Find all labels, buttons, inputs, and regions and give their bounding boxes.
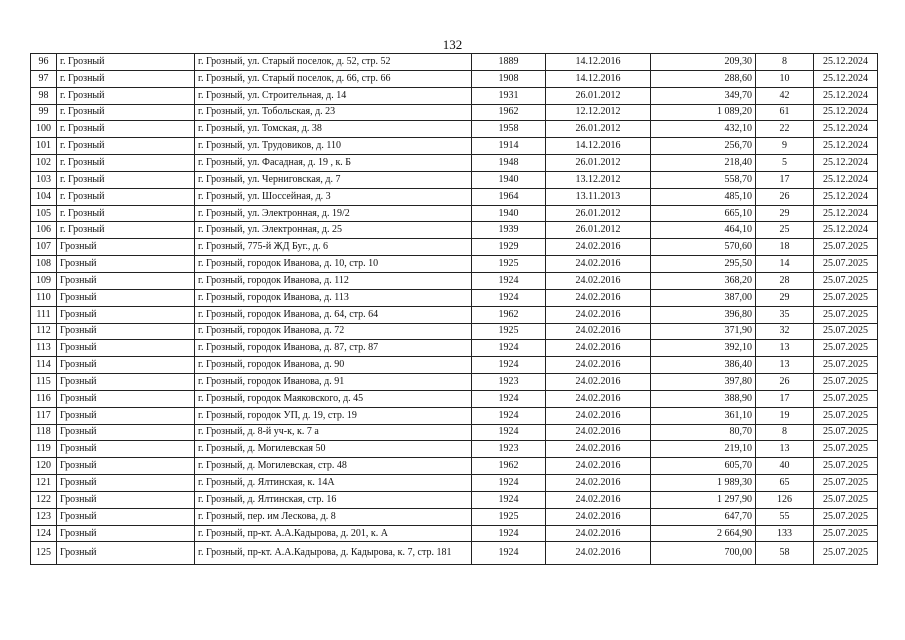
deadline-cell: 25.12.2024: [814, 205, 878, 222]
residents-cell: 13: [756, 441, 814, 458]
deadline-cell: 25.12.2024: [814, 54, 878, 71]
area-cell: 209,30: [651, 54, 756, 71]
deadline-cell: 25.07.2025: [814, 340, 878, 357]
row-number-cell: 112: [31, 323, 57, 340]
row-number-cell: 120: [31, 458, 57, 475]
settlement-cell: Грозный: [57, 491, 195, 508]
deadline-cell: 25.12.2024: [814, 121, 878, 138]
residents-cell: 10: [756, 70, 814, 87]
table-row: [31, 138, 878, 155]
address-cell: г. Грозный, ул. Фасадная, д. 19 , к. Б: [195, 155, 472, 172]
settlement-cell: Грозный: [57, 323, 195, 340]
area-cell: 570,60: [651, 239, 756, 256]
year-cell: 1924: [472, 289, 546, 306]
year-cell: 1929: [472, 239, 546, 256]
date-cell: 24.02.2016: [546, 323, 651, 340]
settlement-cell: Грозный: [57, 374, 195, 391]
year-cell: 1923: [472, 441, 546, 458]
table-row: [31, 121, 878, 138]
deadline-cell: 25.07.2025: [814, 407, 878, 424]
settlement-cell: г. Грозный: [57, 87, 195, 104]
table-row: [31, 357, 878, 374]
deadline-cell: 25.07.2025: [814, 475, 878, 492]
residents-cell: 19: [756, 407, 814, 424]
address-cell: г. Грозный, д. Ялтинская, к. 14А: [195, 475, 472, 492]
residents-cell: 26: [756, 374, 814, 391]
settlement-cell: Грозный: [57, 289, 195, 306]
address-cell: г. Грозный, городок Иванова, д. 112: [195, 272, 472, 289]
year-cell: 1924: [472, 491, 546, 508]
settlement-cell: г. Грозный: [57, 205, 195, 222]
settlement-cell: г. Грозный: [57, 104, 195, 121]
table-row: [31, 441, 878, 458]
date-cell: 24.02.2016: [546, 239, 651, 256]
settlement-cell: г. Грозный: [57, 54, 195, 71]
row-number-cell: 117: [31, 407, 57, 424]
settlement-cell: г. Грозный: [57, 138, 195, 155]
date-cell: 24.02.2016: [546, 357, 651, 374]
area-cell: 700,00: [651, 542, 756, 565]
row-number-cell: 114: [31, 357, 57, 374]
settlement-cell: Грозный: [57, 475, 195, 492]
row-number-cell: 103: [31, 171, 57, 188]
deadline-cell: 25.07.2025: [814, 357, 878, 374]
year-cell: 1924: [472, 390, 546, 407]
row-number-cell: 110: [31, 289, 57, 306]
settlement-cell: Грозный: [57, 525, 195, 542]
row-number-cell: 96: [31, 54, 57, 71]
area-cell: 256,70: [651, 138, 756, 155]
address-cell: г. Грозный, ул. Тобольская, д. 23: [195, 104, 472, 121]
residents-cell: 13: [756, 340, 814, 357]
residents-cell: 8: [756, 54, 814, 71]
date-cell: 24.02.2016: [546, 491, 651, 508]
table-row: [31, 542, 878, 565]
housing-register-table: [30, 53, 878, 565]
table-row: [31, 340, 878, 357]
deadline-cell: 25.12.2024: [814, 155, 878, 172]
date-cell: 14.12.2016: [546, 54, 651, 71]
table-row: [31, 508, 878, 525]
settlement-cell: Грозный: [57, 357, 195, 374]
area-cell: 397,80: [651, 374, 756, 391]
year-cell: 1925: [472, 256, 546, 273]
settlement-cell: г. Грозный: [57, 188, 195, 205]
area-cell: 1 089,20: [651, 104, 756, 121]
residents-cell: 9: [756, 138, 814, 155]
residents-cell: 32: [756, 323, 814, 340]
row-number-cell: 113: [31, 340, 57, 357]
deadline-cell: 25.07.2025: [814, 542, 878, 565]
area-cell: 349,70: [651, 87, 756, 104]
address-cell: г. Грозный, городок Иванова, д. 90: [195, 357, 472, 374]
table-row: [31, 188, 878, 205]
row-number-cell: 104: [31, 188, 57, 205]
date-cell: 26.01.2012: [546, 87, 651, 104]
table-row: [31, 155, 878, 172]
date-cell: 24.02.2016: [546, 441, 651, 458]
settlement-cell: Грозный: [57, 239, 195, 256]
area-cell: 368,20: [651, 272, 756, 289]
area-cell: 485,10: [651, 188, 756, 205]
address-cell: г. Грозный, 775-й ЖД Буг., д. 6: [195, 239, 472, 256]
residents-cell: 18: [756, 239, 814, 256]
deadline-cell: 25.07.2025: [814, 458, 878, 475]
year-cell: 1958: [472, 121, 546, 138]
address-cell: г. Грозный, ул. Шоссейная, д. 3: [195, 188, 472, 205]
area-cell: 386,40: [651, 357, 756, 374]
table-row: [31, 491, 878, 508]
residents-cell: 29: [756, 205, 814, 222]
table-row: [31, 390, 878, 407]
table-row: [31, 87, 878, 104]
settlement-cell: Грозный: [57, 508, 195, 525]
row-number-cell: 123: [31, 508, 57, 525]
settlement-cell: Грозный: [57, 407, 195, 424]
date-cell: 13.12.2012: [546, 171, 651, 188]
settlement-cell: Грозный: [57, 458, 195, 475]
year-cell: 1962: [472, 458, 546, 475]
settlement-cell: Грозный: [57, 256, 195, 273]
year-cell: 1924: [472, 542, 546, 565]
address-cell: г. Грозный, городок Иванова, д. 72: [195, 323, 472, 340]
year-cell: 1914: [472, 138, 546, 155]
year-cell: 1924: [472, 357, 546, 374]
deadline-cell: 25.12.2024: [814, 138, 878, 155]
date-cell: 24.02.2016: [546, 272, 651, 289]
deadline-cell: 25.07.2025: [814, 272, 878, 289]
row-number-cell: 111: [31, 306, 57, 323]
date-cell: 24.02.2016: [546, 458, 651, 475]
table-row: [31, 458, 878, 475]
residents-cell: 126: [756, 491, 814, 508]
row-number-cell: 124: [31, 525, 57, 542]
year-cell: 1908: [472, 70, 546, 87]
address-cell: г. Грозный, городок Иванова, д. 64, стр. 64: [195, 306, 472, 323]
row-number-cell: 109: [31, 272, 57, 289]
address-cell: г. Грозный, пр-кт. А.А.Кадырова, д. Кадырова, к. 7, стр. 181: [195, 542, 472, 565]
row-number-cell: 98: [31, 87, 57, 104]
table-row: [31, 272, 878, 289]
deadline-cell: 25.12.2024: [814, 171, 878, 188]
year-cell: 1889: [472, 54, 546, 71]
row-number-cell: 118: [31, 424, 57, 441]
table-row: [31, 256, 878, 273]
row-number-cell: 100: [31, 121, 57, 138]
date-cell: 24.02.2016: [546, 374, 651, 391]
table-body: [31, 54, 878, 565]
residents-cell: 35: [756, 306, 814, 323]
deadline-cell: 25.07.2025: [814, 239, 878, 256]
deadline-cell: 25.07.2025: [814, 256, 878, 273]
row-number-cell: 106: [31, 222, 57, 239]
area-cell: 361,10: [651, 407, 756, 424]
table-row: [31, 104, 878, 121]
year-cell: 1962: [472, 306, 546, 323]
year-cell: 1925: [472, 323, 546, 340]
year-cell: 1924: [472, 475, 546, 492]
date-cell: 24.02.2016: [546, 525, 651, 542]
address-cell: г. Грозный, городок УП, д. 19, стр. 19: [195, 407, 472, 424]
year-cell: 1962: [472, 104, 546, 121]
year-cell: 1939: [472, 222, 546, 239]
address-cell: г. Грозный, ул. Старый поселок, д. 52, стр. 52: [195, 54, 472, 71]
address-cell: г. Грозный, пер. им Лескова, д. 8: [195, 508, 472, 525]
residents-cell: 42: [756, 87, 814, 104]
area-cell: 432,10: [651, 121, 756, 138]
deadline-cell: 25.07.2025: [814, 289, 878, 306]
settlement-cell: Грозный: [57, 542, 195, 565]
area-cell: 558,70: [651, 171, 756, 188]
deadline-cell: 25.07.2025: [814, 491, 878, 508]
settlement-cell: г. Грозный: [57, 222, 195, 239]
year-cell: 1931: [472, 87, 546, 104]
date-cell: 26.01.2012: [546, 205, 651, 222]
table-row: [31, 525, 878, 542]
address-cell: г. Грозный, пр-кт. А.А.Кадырова, д. 201, к. А: [195, 525, 472, 542]
address-cell: г. Грозный, д. 8-й уч-к, к. 7 а: [195, 424, 472, 441]
address-cell: г. Грозный, д. Ялтинская, стр. 16: [195, 491, 472, 508]
settlement-cell: Грозный: [57, 424, 195, 441]
settlement-cell: г. Грозный: [57, 70, 195, 87]
address-cell: г. Грозный, ул. Черниговская, д. 7: [195, 171, 472, 188]
settlement-cell: Грозный: [57, 306, 195, 323]
residents-cell: 14: [756, 256, 814, 273]
area-cell: 392,10: [651, 340, 756, 357]
year-cell: 1948: [472, 155, 546, 172]
page-number: 132: [442, 37, 463, 52]
address-cell: г. Грозный, ул. Электронная, д. 25: [195, 222, 472, 239]
date-cell: 24.02.2016: [546, 475, 651, 492]
date-cell: 24.02.2016: [546, 340, 651, 357]
settlement-cell: Грозный: [57, 390, 195, 407]
settlement-cell: Грозный: [57, 272, 195, 289]
residents-cell: 26: [756, 188, 814, 205]
area-cell: 288,60: [651, 70, 756, 87]
deadline-cell: 25.12.2024: [814, 87, 878, 104]
residents-cell: 40: [756, 458, 814, 475]
table-row: [31, 323, 878, 340]
deadline-cell: 25.07.2025: [814, 508, 878, 525]
deadline-cell: 25.07.2025: [814, 323, 878, 340]
year-cell: 1923: [472, 374, 546, 391]
date-cell: 24.02.2016: [546, 306, 651, 323]
date-cell: 26.01.2012: [546, 155, 651, 172]
address-cell: г. Грозный, городок Маяковского, д. 45: [195, 390, 472, 407]
date-cell: 24.02.2016: [546, 289, 651, 306]
row-number-cell: 107: [31, 239, 57, 256]
date-cell: 24.02.2016: [546, 407, 651, 424]
residents-cell: 17: [756, 171, 814, 188]
row-number-cell: 97: [31, 70, 57, 87]
area-cell: 396,80: [651, 306, 756, 323]
area-cell: 80,70: [651, 424, 756, 441]
date-cell: 14.12.2016: [546, 70, 651, 87]
table-row: [31, 54, 878, 71]
date-cell: 26.01.2012: [546, 121, 651, 138]
area-cell: 218,40: [651, 155, 756, 172]
table-row: [31, 289, 878, 306]
residents-cell: 8: [756, 424, 814, 441]
table-row: [31, 475, 878, 492]
residents-cell: 29: [756, 289, 814, 306]
residents-cell: 58: [756, 542, 814, 565]
residents-cell: 28: [756, 272, 814, 289]
address-cell: г. Грозный, ул. Трудовиков, д. 110: [195, 138, 472, 155]
residents-cell: 17: [756, 390, 814, 407]
address-cell: г. Грозный, д. Могилевская, стр. 48: [195, 458, 472, 475]
year-cell: 1924: [472, 525, 546, 542]
year-cell: 1924: [472, 272, 546, 289]
residents-cell: 61: [756, 104, 814, 121]
row-number-cell: 108: [31, 256, 57, 273]
date-cell: 26.01.2012: [546, 222, 651, 239]
row-number-cell: 125: [31, 542, 57, 565]
date-cell: 24.02.2016: [546, 508, 651, 525]
deadline-cell: 25.12.2024: [814, 222, 878, 239]
residents-cell: 22: [756, 121, 814, 138]
residents-cell: 5: [756, 155, 814, 172]
settlement-cell: Грозный: [57, 441, 195, 458]
table-row: [31, 407, 878, 424]
table-row: [31, 239, 878, 256]
row-number-cell: 119: [31, 441, 57, 458]
address-cell: г. Грозный, ул. Строительная, д. 14: [195, 87, 472, 104]
area-cell: 371,90: [651, 323, 756, 340]
settlement-cell: Грозный: [57, 340, 195, 357]
table-row: [31, 424, 878, 441]
date-cell: 24.02.2016: [546, 390, 651, 407]
address-cell: г. Грозный, городок Иванова, д. 113: [195, 289, 472, 306]
date-cell: 12.12.2012: [546, 104, 651, 121]
address-cell: г. Грозный, ул. Томская, д. 38: [195, 121, 472, 138]
year-cell: 1940: [472, 171, 546, 188]
date-cell: 24.02.2016: [546, 424, 651, 441]
deadline-cell: 25.07.2025: [814, 390, 878, 407]
deadline-cell: 25.12.2024: [814, 104, 878, 121]
settlement-cell: г. Грозный: [57, 121, 195, 138]
residents-cell: 55: [756, 508, 814, 525]
area-cell: 387,00: [651, 289, 756, 306]
area-cell: 605,70: [651, 458, 756, 475]
table-row: [31, 171, 878, 188]
area-cell: 388,90: [651, 390, 756, 407]
row-number-cell: 115: [31, 374, 57, 391]
area-cell: 295,50: [651, 256, 756, 273]
table-row: [31, 70, 878, 87]
row-number-cell: 99: [31, 104, 57, 121]
year-cell: 1925: [472, 508, 546, 525]
row-number-cell: 101: [31, 138, 57, 155]
row-number-cell: 116: [31, 390, 57, 407]
date-cell: 24.02.2016: [546, 542, 651, 565]
date-cell: 14.12.2016: [546, 138, 651, 155]
settlement-cell: г. Грозный: [57, 155, 195, 172]
year-cell: 1924: [472, 340, 546, 357]
residents-cell: 133: [756, 525, 814, 542]
area-cell: 1 989,30: [651, 475, 756, 492]
year-cell: 1964: [472, 188, 546, 205]
year-cell: 1924: [472, 407, 546, 424]
area-cell: 2 664,90: [651, 525, 756, 542]
address-cell: г. Грозный, городок Иванова, д. 10, стр. 10: [195, 256, 472, 273]
deadline-cell: 25.12.2024: [814, 70, 878, 87]
deadline-cell: 25.07.2025: [814, 374, 878, 391]
address-cell: г. Грозный, ул. Старый поселок, д. 66, стр. 66: [195, 70, 472, 87]
area-cell: 1 297,90: [651, 491, 756, 508]
table-row: [31, 306, 878, 323]
address-cell: г. Грозный, ул. Электронная, д. 19/2: [195, 205, 472, 222]
deadline-cell: 25.07.2025: [814, 441, 878, 458]
table-row: [31, 222, 878, 239]
area-cell: 647,70: [651, 508, 756, 525]
table-row: [31, 374, 878, 391]
residents-cell: 65: [756, 475, 814, 492]
deadline-cell: 25.12.2024: [814, 188, 878, 205]
residents-cell: 25: [756, 222, 814, 239]
area-cell: 219,10: [651, 441, 756, 458]
date-cell: 13.11.2013: [546, 188, 651, 205]
area-cell: 464,10: [651, 222, 756, 239]
row-number-cell: 122: [31, 491, 57, 508]
address-cell: г. Грозный, д. Могилевская 50: [195, 441, 472, 458]
deadline-cell: 25.07.2025: [814, 525, 878, 542]
area-cell: 665,10: [651, 205, 756, 222]
row-number-cell: 105: [31, 205, 57, 222]
deadline-cell: 25.07.2025: [814, 306, 878, 323]
date-cell: 24.02.2016: [546, 256, 651, 273]
row-number-cell: 121: [31, 475, 57, 492]
table-row: [31, 205, 878, 222]
year-cell: 1940: [472, 205, 546, 222]
settlement-cell: г. Грозный: [57, 171, 195, 188]
deadline-cell: 25.07.2025: [814, 424, 878, 441]
residents-cell: 13: [756, 357, 814, 374]
row-number-cell: 102: [31, 155, 57, 172]
address-cell: г. Грозный, городок Иванова, д. 91: [195, 374, 472, 391]
year-cell: 1924: [472, 424, 546, 441]
address-cell: г. Грозный, городок Иванова, д. 87, стр. 87: [195, 340, 472, 357]
